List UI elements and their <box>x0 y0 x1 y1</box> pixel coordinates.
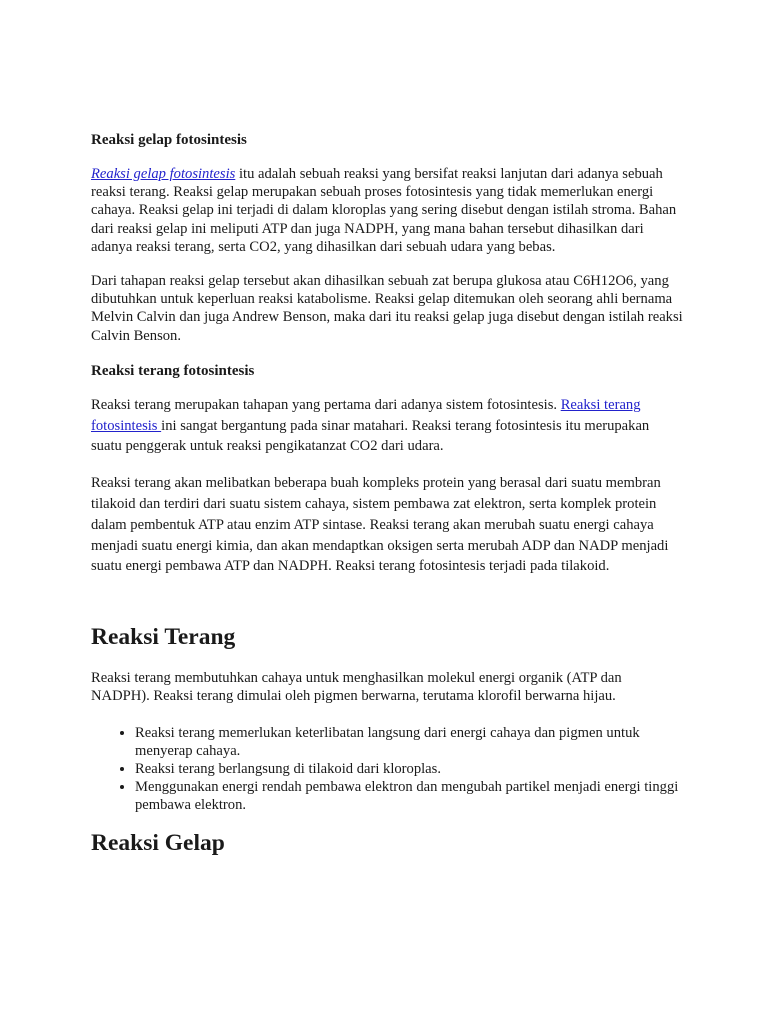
section-heading-reaksi-gelap: Reaksi gelap fotosintesis <box>91 132 247 148</box>
list-item: • Reaksi terang berlangsung di tilakoid dari kloroplas. <box>135 760 683 778</box>
paragraph-terang-intro-post: ini sangat bergantung pada sinar matahari. Reaksi terang fotosintesis itu merupakan suatu penggerak untuk reaksi pengikatanzat CO2 dari udara. <box>91 417 650 455</box>
list-item: • Menggunakan energi rendah pembawa elektron dan mengubah partikel menjadi energi tinggi pembawa elektron. <box>135 778 683 814</box>
paragraph-terang-kompleks: Reaksi terang akan melibatkan beberapa buah kompleks protein yang berasal dari suatu membran tilakoid dan terdiri dari suatu sistem cahaya, sistem pembawa zat elektron, serta komplek protein dalam pembentuk ATP atau enzim ATP sintase. Reaksi terang akan merubah suatu energi cahaya menjadi suatu energi kimia, dan akan mendaptkan oksigen serta merubah ADP dan NADP menjadi suatu energi pembawa ATP dan NADPH. Reaksi terang fotosintesis terjadi pada tilakoid. <box>91 475 669 575</box>
section-heading-reaksi-terang: Reaksi terang fotosintesis <box>91 362 255 379</box>
paragraph-reaksi-terang: Reaksi terang membutuhkan cahaya untuk menghasilkan molekul energi organik (ATP dan NADPH). Reaksi terang dimulai oleh pigmen berwarna, terutama klorofil berwarna hijau. <box>91 670 622 705</box>
bullet-list-reaksi-terang <box>91 724 683 815</box>
paragraph-gelap-intro <box>91 165 683 256</box>
heading-reaksi-terang: Reaksi Terang <box>91 624 236 651</box>
document-page <box>91 131 683 875</box>
paragraph-gelap-calvin: Dari tahapan reaksi gelap tersebut akan dihasilkan sebuah zat berupa glukosa atau C6H12O6, yang dibutuhkan untuk keperluan reaksi katabolisme. Reaksi gelap ditemukan oleh seorang ahli bernama Melvin Calvin dan juga Andrew Benson, maka dari itu reaksi gelap juga disebut dengan istilah reaksi Calvin Benson. <box>91 273 683 344</box>
link-reaksi-gelap[interactable]: Reaksi gelap fotosintesis <box>91 166 236 182</box>
list-item: • Reaksi terang memerlukan keterlibatan langsung dari energi cahaya dan pigmen untuk menyerap cahaya. <box>135 724 683 760</box>
heading-reaksi-gelap: Reaksi Gelap <box>91 829 225 856</box>
paragraph-terang-intro-pre: Reaksi terang merupakan tahapan yang pertama dari adanya sistem fotosintesis. <box>91 396 561 413</box>
paragraph-gelap-intro-text: itu adalah sebuah reaksi yang bersifat reaksi lanjutan dari adanya sebuah reaksi terang. Reaksi gelap merupakan sebuah proses fotosintesis yang tidak memerlukan energi cahaya. Reaksi gelap ini terjadi di dalam kloroplas yang sering disebut dengan istilah stroma. Bahan dari reaksi gelap ini meliputi ATP dan juga NADPH, yang mana bahan tersebut dihasilkan dari adanya reaksi terang, serta CO2, yang dihasilkan dari sebuah udara yang bebas. <box>91 166 677 255</box>
link-reaksi-terang[interactable]: Reaksi terang fotosintesis <box>91 396 641 434</box>
paragraph-terang-intro <box>91 395 683 457</box>
